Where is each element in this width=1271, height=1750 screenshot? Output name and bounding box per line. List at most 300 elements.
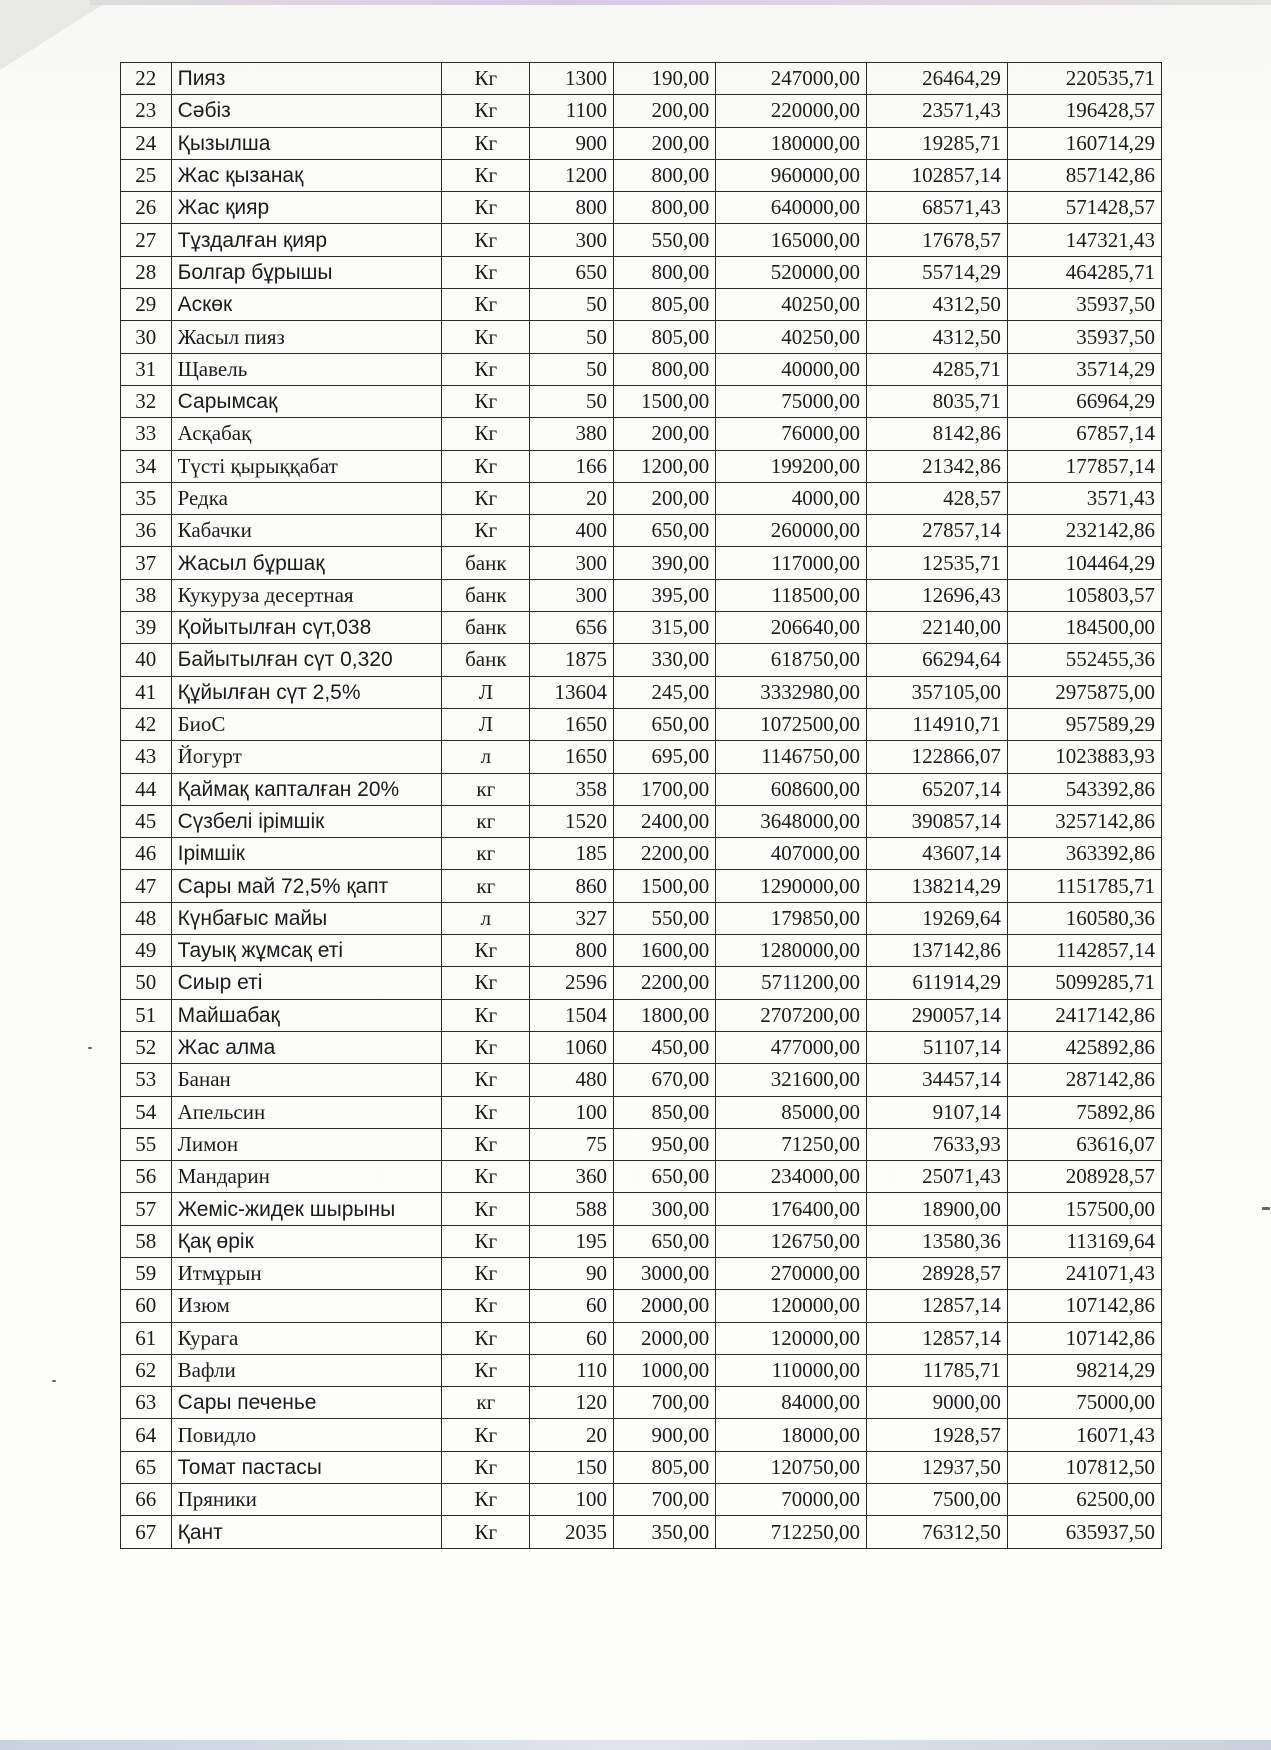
unit-cell: Кг [442,256,530,288]
product-name-cell: Жас қияр [171,192,442,224]
row-number-cell: 26 [121,192,172,224]
vat-amount-cell: 43607,14 [867,838,1008,870]
price-cell: 450,00 [613,1031,715,1063]
unit-cell: Кг [442,1354,530,1386]
price-cell: 190,00 [613,63,715,95]
table-row [121,1290,1162,1322]
unit-cell: кг [442,870,530,902]
amount-without-vat-cell: 104464,29 [1007,547,1161,579]
unit-cell: Кг [442,1096,530,1128]
price-cell: 315,00 [613,612,715,644]
product-name-cell: Қойытылған сүт,038 [171,612,442,644]
row-number-cell: 61 [121,1322,172,1354]
row-number-cell: 35 [121,482,172,514]
unit-cell: кг [442,805,530,837]
row-number-cell: 40 [121,644,172,676]
row-number-cell: 25 [121,159,172,191]
price-cell: 805,00 [613,289,715,321]
amount-without-vat-cell: 208928,57 [1007,1161,1161,1193]
product-name-cell: Вафли [171,1354,442,1386]
vat-amount-cell: 28928,57 [867,1257,1008,1289]
table-row [121,579,1162,611]
price-cell: 200,00 [613,418,715,450]
amount-without-vat-cell: 5099285,71 [1007,967,1161,999]
quantity-cell: 1650 [530,708,614,740]
product-name-cell: Аскөк [171,289,442,321]
row-number-cell: 30 [121,321,172,353]
row-number-cell: 56 [121,1161,172,1193]
table-row [121,805,1162,837]
vat-amount-cell: 12857,14 [867,1322,1008,1354]
table-row [121,1161,1162,1193]
vat-amount-cell: 4312,50 [867,321,1008,353]
vat-amount-cell: 8035,71 [867,385,1008,417]
unit-cell: Кг [442,999,530,1031]
quantity-cell: 480 [530,1064,614,1096]
quantity-cell: 360 [530,1161,614,1193]
table-row [121,385,1162,417]
price-cell: 805,00 [613,1451,715,1483]
quantity-cell: 1200 [530,159,614,191]
amount-without-vat-cell: 857142,86 [1007,159,1161,191]
page-bottom-edge [0,1740,1271,1750]
quantity-cell: 380 [530,418,614,450]
amount-without-vat-cell: 75892,86 [1007,1096,1161,1128]
unit-cell: Кг [442,1419,530,1451]
row-number-cell: 67 [121,1516,172,1548]
quantity-cell: 166 [530,450,614,482]
amount-without-vat-cell: 35714,29 [1007,353,1161,385]
vat-amount-cell: 34457,14 [867,1064,1008,1096]
table-row [121,1128,1162,1160]
row-number-cell: 54 [121,1096,172,1128]
quantity-cell: 1300 [530,63,614,95]
quantity-cell: 90 [530,1257,614,1289]
quantity-cell: 20 [530,1419,614,1451]
total-amount-cell: 18000,00 [716,1419,867,1451]
amount-without-vat-cell: 160714,29 [1007,127,1161,159]
amount-without-vat-cell: 196428,57 [1007,95,1161,127]
quantity-cell: 358 [530,773,614,805]
quantity-cell: 185 [530,838,614,870]
unit-cell: Кг [442,159,530,191]
amount-without-vat-cell: 571428,57 [1007,192,1161,224]
quantity-cell: 120 [530,1387,614,1419]
products-table [120,62,1162,1549]
unit-cell: Кг [442,1516,530,1548]
price-cell: 2200,00 [613,838,715,870]
unit-cell: Кг [442,967,530,999]
price-cell: 900,00 [613,1419,715,1451]
amount-without-vat-cell: 232142,86 [1007,515,1161,547]
price-cell: 350,00 [613,1516,715,1548]
vat-amount-cell: 22140,00 [867,612,1008,644]
row-number-cell: 41 [121,676,172,708]
price-cell: 300,00 [613,1193,715,1225]
vat-amount-cell: 9107,14 [867,1096,1008,1128]
total-amount-cell: 120750,00 [716,1451,867,1483]
row-number-cell: 31 [121,353,172,385]
price-cell: 700,00 [613,1387,715,1419]
table-row [121,967,1162,999]
table-row [121,1031,1162,1063]
products-table-body [121,63,1162,1549]
vat-amount-cell: 390857,14 [867,805,1008,837]
table-row [121,353,1162,385]
table-row [121,870,1162,902]
amount-without-vat-cell: 184500,00 [1007,612,1161,644]
price-cell: 2200,00 [613,967,715,999]
table-row [121,63,1162,95]
product-name-cell: Изюм [171,1290,442,1322]
total-amount-cell: 1072500,00 [716,708,867,740]
vat-amount-cell: 357105,00 [867,676,1008,708]
row-number-cell: 64 [121,1419,172,1451]
total-amount-cell: 3648000,00 [716,805,867,837]
price-cell: 670,00 [613,1064,715,1096]
table-row [121,1516,1162,1548]
unit-cell: Кг [442,224,530,256]
table-row [121,902,1162,934]
table-row [121,1225,1162,1257]
quantity-cell: 195 [530,1225,614,1257]
amount-without-vat-cell: 3571,43 [1007,482,1161,514]
price-cell: 805,00 [613,321,715,353]
product-name-cell: Сары печенье [171,1387,442,1419]
row-number-cell: 42 [121,708,172,740]
unit-cell: Кг [442,418,530,450]
table-row [121,644,1162,676]
total-amount-cell: 176400,00 [716,1193,867,1225]
total-amount-cell: 2707200,00 [716,999,867,1031]
table-row [121,1064,1162,1096]
amount-without-vat-cell: 177857,14 [1007,450,1161,482]
unit-cell: Кг [442,1322,530,1354]
row-number-cell: 24 [121,127,172,159]
unit-cell: банк [442,547,530,579]
quantity-cell: 1100 [530,95,614,127]
unit-cell: кг [442,773,530,805]
quantity-cell: 50 [530,353,614,385]
vat-amount-cell: 428,57 [867,482,1008,514]
total-amount-cell: 75000,00 [716,385,867,417]
amount-without-vat-cell: 287142,86 [1007,1064,1161,1096]
price-cell: 1600,00 [613,935,715,967]
vat-amount-cell: 66294,64 [867,644,1008,676]
amount-without-vat-cell: 1142857,14 [1007,935,1161,967]
quantity-cell: 1875 [530,644,614,676]
table-row [121,838,1162,870]
amount-without-vat-cell: 1023883,93 [1007,741,1161,773]
total-amount-cell: 85000,00 [716,1096,867,1128]
row-number-cell: 36 [121,515,172,547]
total-amount-cell: 234000,00 [716,1161,867,1193]
vat-amount-cell: 137142,86 [867,935,1008,967]
row-number-cell: 60 [121,1290,172,1322]
product-name-cell: Ірімшік [171,838,442,870]
vat-amount-cell: 12937,50 [867,1451,1008,1483]
total-amount-cell: 70000,00 [716,1484,867,1516]
product-name-cell: Жеміс-жидек шырыны [171,1193,442,1225]
table-row [121,418,1162,450]
price-cell: 650,00 [613,708,715,740]
total-amount-cell: 640000,00 [716,192,867,224]
table-row [121,450,1162,482]
quantity-cell: 75 [530,1128,614,1160]
total-amount-cell: 407000,00 [716,838,867,870]
product-name-cell: Байытылған сүт 0,320 [171,644,442,676]
quantity-cell: 650 [530,256,614,288]
amount-without-vat-cell: 464285,71 [1007,256,1161,288]
scan-speck [1262,1207,1270,1210]
vat-amount-cell: 76312,50 [867,1516,1008,1548]
row-number-cell: 49 [121,935,172,967]
table-row [121,1193,1162,1225]
row-number-cell: 46 [121,838,172,870]
row-number-cell: 52 [121,1031,172,1063]
total-amount-cell: 40250,00 [716,321,867,353]
vat-amount-cell: 102857,14 [867,159,1008,191]
unit-cell: Кг [442,63,530,95]
vat-amount-cell: 7633,93 [867,1128,1008,1160]
product-name-cell: Итмұрын [171,1257,442,1289]
unit-cell: Кг [442,450,530,482]
price-cell: 1500,00 [613,870,715,902]
row-number-cell: 38 [121,579,172,611]
product-name-cell: Тауық жұмсақ еті [171,935,442,967]
table-row [121,1096,1162,1128]
table-row [121,1322,1162,1354]
table-row [121,935,1162,967]
amount-without-vat-cell: 157500,00 [1007,1193,1161,1225]
page-top-edge [90,0,1271,5]
table-row [121,612,1162,644]
unit-cell: Кг [442,353,530,385]
total-amount-cell: 608600,00 [716,773,867,805]
vat-amount-cell: 9000,00 [867,1387,1008,1419]
total-amount-cell: 960000,00 [716,159,867,191]
price-cell: 1200,00 [613,450,715,482]
product-name-cell: Қызылша [171,127,442,159]
total-amount-cell: 4000,00 [716,482,867,514]
row-number-cell: 63 [121,1387,172,1419]
quantity-cell: 656 [530,612,614,644]
quantity-cell: 150 [530,1451,614,1483]
price-cell: 800,00 [613,353,715,385]
price-cell: 395,00 [613,579,715,611]
total-amount-cell: 76000,00 [716,418,867,450]
total-amount-cell: 120000,00 [716,1322,867,1354]
total-amount-cell: 618750,00 [716,644,867,676]
unit-cell: Кг [442,935,530,967]
quantity-cell: 327 [530,902,614,934]
table-row [121,1354,1162,1386]
total-amount-cell: 199200,00 [716,450,867,482]
total-amount-cell: 206640,00 [716,612,867,644]
vat-amount-cell: 55714,29 [867,256,1008,288]
row-number-cell: 48 [121,902,172,934]
quantity-cell: 300 [530,579,614,611]
unit-cell: Кг [442,482,530,514]
product-name-cell: Апельсин [171,1096,442,1128]
amount-without-vat-cell: 160580,36 [1007,902,1161,934]
unit-cell: кг [442,838,530,870]
table-row [121,289,1162,321]
quantity-cell: 1504 [530,999,614,1031]
total-amount-cell: 40000,00 [716,353,867,385]
row-number-cell: 29 [121,289,172,321]
amount-without-vat-cell: 957589,29 [1007,708,1161,740]
amount-without-vat-cell: 107142,86 [1007,1290,1161,1322]
vat-amount-cell: 12696,43 [867,579,1008,611]
product-name-cell: Сарымсақ [171,385,442,417]
product-name-cell: Щавель [171,353,442,385]
total-amount-cell: 220000,00 [716,95,867,127]
product-name-cell: Болгар бұрышы [171,256,442,288]
price-cell: 550,00 [613,224,715,256]
vat-amount-cell: 4312,50 [867,289,1008,321]
amount-without-vat-cell: 220535,71 [1007,63,1161,95]
product-name-cell: Томат пастасы [171,1451,442,1483]
amount-without-vat-cell: 1151785,71 [1007,870,1161,902]
amount-without-vat-cell: 3257142,86 [1007,805,1161,837]
table-row [121,1451,1162,1483]
product-name-cell: Лимон [171,1128,442,1160]
vat-amount-cell: 12535,71 [867,547,1008,579]
product-name-cell: Жас қызанақ [171,159,442,191]
total-amount-cell: 71250,00 [716,1128,867,1160]
table-row [121,515,1162,547]
table-row [121,192,1162,224]
scan-speck [88,1047,92,1049]
scan-speck [52,1380,56,1382]
quantity-cell: 900 [530,127,614,159]
vat-amount-cell: 68571,43 [867,192,1008,224]
total-amount-cell: 5711200,00 [716,967,867,999]
table-row [121,708,1162,740]
price-cell: 1700,00 [613,773,715,805]
product-name-cell: Жасыл бұршақ [171,547,442,579]
amount-without-vat-cell: 425892,86 [1007,1031,1161,1063]
quantity-cell: 800 [530,192,614,224]
total-amount-cell: 180000,00 [716,127,867,159]
amount-without-vat-cell: 107812,50 [1007,1451,1161,1483]
amount-without-vat-cell: 2417142,86 [1007,999,1161,1031]
price-cell: 650,00 [613,1161,715,1193]
total-amount-cell: 260000,00 [716,515,867,547]
unit-cell: Кг [442,1290,530,1322]
vat-amount-cell: 18900,00 [867,1193,1008,1225]
total-amount-cell: 321600,00 [716,1064,867,1096]
table-row [121,773,1162,805]
price-cell: 2000,00 [613,1322,715,1354]
row-number-cell: 59 [121,1257,172,1289]
product-name-cell: БиоС [171,708,442,740]
product-name-cell: Күнбағыс майы [171,902,442,934]
quantity-cell: 1650 [530,741,614,773]
vat-amount-cell: 26464,29 [867,63,1008,95]
total-amount-cell: 1290000,00 [716,870,867,902]
vat-amount-cell: 19269,64 [867,902,1008,934]
total-amount-cell: 1280000,00 [716,935,867,967]
total-amount-cell: 118500,00 [716,579,867,611]
price-cell: 200,00 [613,127,715,159]
row-number-cell: 55 [121,1128,172,1160]
row-number-cell: 47 [121,870,172,902]
price-cell: 245,00 [613,676,715,708]
quantity-cell: 588 [530,1193,614,1225]
vat-amount-cell: 114910,71 [867,708,1008,740]
vat-amount-cell: 27857,14 [867,515,1008,547]
vat-amount-cell: 12857,14 [867,1290,1008,1322]
product-name-cell: Курага [171,1322,442,1354]
product-name-cell: Қақ өрік [171,1225,442,1257]
amount-without-vat-cell: 75000,00 [1007,1387,1161,1419]
product-name-cell: Пряники [171,1484,442,1516]
unit-cell: Л [442,708,530,740]
unit-cell: Кг [442,1064,530,1096]
unit-cell: Кг [442,515,530,547]
price-cell: 950,00 [613,1128,715,1160]
table-row [121,1484,1162,1516]
unit-cell: Кг [442,95,530,127]
product-name-cell: Қаймақ капталған 20% [171,773,442,805]
unit-cell: Кг [442,1031,530,1063]
total-amount-cell: 165000,00 [716,224,867,256]
quantity-cell: 400 [530,515,614,547]
total-amount-cell: 477000,00 [716,1031,867,1063]
vat-amount-cell: 11785,71 [867,1354,1008,1386]
row-number-cell: 43 [121,741,172,773]
table-row [121,482,1162,514]
row-number-cell: 34 [121,450,172,482]
row-number-cell: 39 [121,612,172,644]
row-number-cell: 53 [121,1064,172,1096]
total-amount-cell: 110000,00 [716,1354,867,1386]
price-cell: 2000,00 [613,1290,715,1322]
table-row [121,159,1162,191]
total-amount-cell: 179850,00 [716,902,867,934]
total-amount-cell: 40250,00 [716,289,867,321]
vat-amount-cell: 122866,07 [867,741,1008,773]
amount-without-vat-cell: 113169,64 [1007,1225,1161,1257]
total-amount-cell: 117000,00 [716,547,867,579]
total-amount-cell: 712250,00 [716,1516,867,1548]
table-row [121,127,1162,159]
unit-cell: Кг [442,321,530,353]
quantity-cell: 60 [530,1290,614,1322]
quantity-cell: 300 [530,547,614,579]
amount-without-vat-cell: 363392,86 [1007,838,1161,870]
vat-amount-cell: 7500,00 [867,1484,1008,1516]
product-name-cell: Асқабақ [171,418,442,450]
total-amount-cell: 247000,00 [716,63,867,95]
amount-without-vat-cell: 105803,57 [1007,579,1161,611]
product-name-cell: Тұздалған қияр [171,224,442,256]
amount-without-vat-cell: 62500,00 [1007,1484,1161,1516]
vat-amount-cell: 8142,86 [867,418,1008,450]
amount-without-vat-cell: 35937,50 [1007,289,1161,321]
unit-cell: Кг [442,385,530,417]
unit-cell: Кг [442,1257,530,1289]
product-name-cell: Повидло [171,1419,442,1451]
amount-without-vat-cell: 67857,14 [1007,418,1161,450]
price-cell: 1800,00 [613,999,715,1031]
product-name-cell: Сиыр еті [171,967,442,999]
unit-cell: Кг [442,289,530,321]
unit-cell: банк [442,612,530,644]
price-cell: 695,00 [613,741,715,773]
